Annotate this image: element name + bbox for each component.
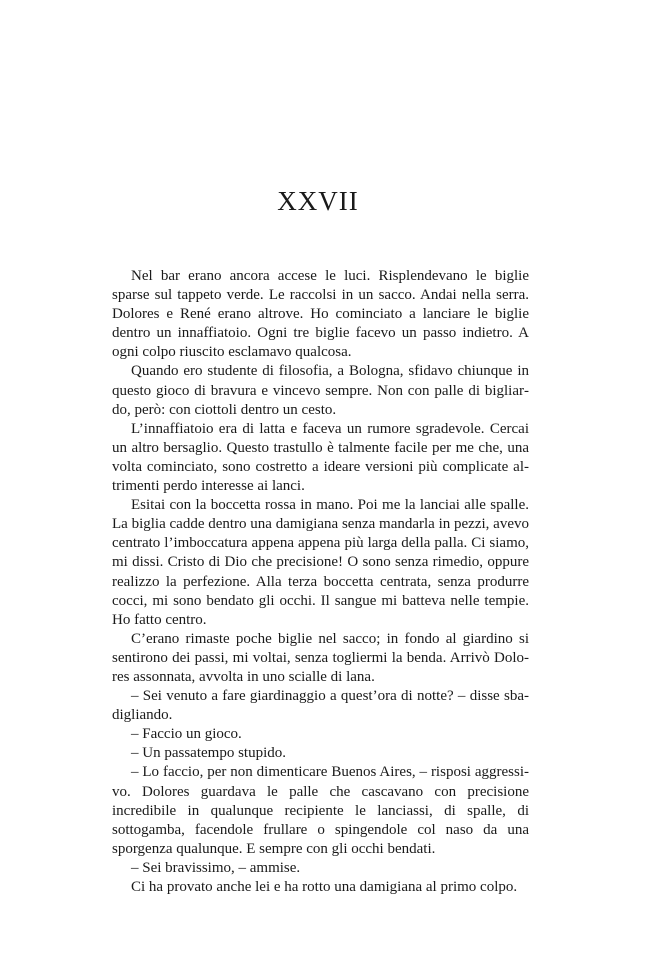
paragraph: Nel bar erano ancora accese le luci. Risplendevano le biglie sparse sul tappeto verde. Le raccolsi in un sacco. Andai nella serra. Dolores e René erano altrove. Ho cominciato a lanciare le biglie dentro un innaffiatoio. Ogni tre biglie facevo un passo indietro. A ogni colpo riuscito esclamavo qualcosa. [112, 268, 529, 361]
paragraph: Quando ero studente di filosofia, a Bologna, sfidavo chiunque in questo gioco di bravura e vincevo sempre. Non con palle di bigliardo, però: con ciottoli dentro un cesto. [112, 363, 529, 418]
dialogue-line: – Un passatempo stupido. [131, 745, 286, 762]
chapter-body [112, 267, 529, 897]
dialogue-line: – Sei venuto a fare giardinaggio a quest’ora di notte? – disse sbadigliando. [112, 688, 529, 724]
chapter-title: XXVII [277, 186, 359, 216]
dialogue-line: – Lo faccio, per non dimenticare Buenos Aires, – risposi aggressivo. Dolores guardava le palle che cascavano con precisione incredibile in qualunque recipiente le lanciassi, di spalle, di sottogamba, facendole frullare o spingendole col naso da una sporgenza qualunque. E sempre con gli occhi bendati. [112, 764, 529, 857]
paragraph: L’innaffiatoio era di latta e faceva un rumore sgradevole. Cercai un altro bersaglio. Questo trastullo è talmente facile per me che, una volta cominciato, sono costretto a ideare versioni più complicate altrimenti perdo interesse ai lanci. [112, 420, 529, 495]
dialogue-line: – Sei bravissimo, – ammise. [131, 859, 301, 876]
dialogue-line: – Faccio un gioco. [131, 726, 242, 743]
paragraph: Esitai con la boccetta rossa in mano. Poi me la lanciai alle spalle. La biglia cadde dentro una damigiana senza mandarla in pezzi, avevo centrato l’imboccatura appena appena più larga della palla. Ci siamo, mi dissi. Cristo di Dio che precisione! O sono senza rimedio, oppure realizzo la perfezione. Alla terza boccetta centrata, senza produrre cocci, mi sono bendato gli occhi. Il sangue mi batteva nelle tempie. Ho fatto centro. [112, 497, 529, 628]
paragraph: C’erano rimaste poche biglie nel sacco; in fondo al giardino si sentirono dei passi, mi voltai, senza togliermi la benda. Arrivò Dolores assonnata, avvolta in uno scialle di lana. [112, 630, 529, 685]
paragraph: Ci ha provato anche lei e ha rotto una damigiana al primo colpo. [131, 879, 518, 895]
